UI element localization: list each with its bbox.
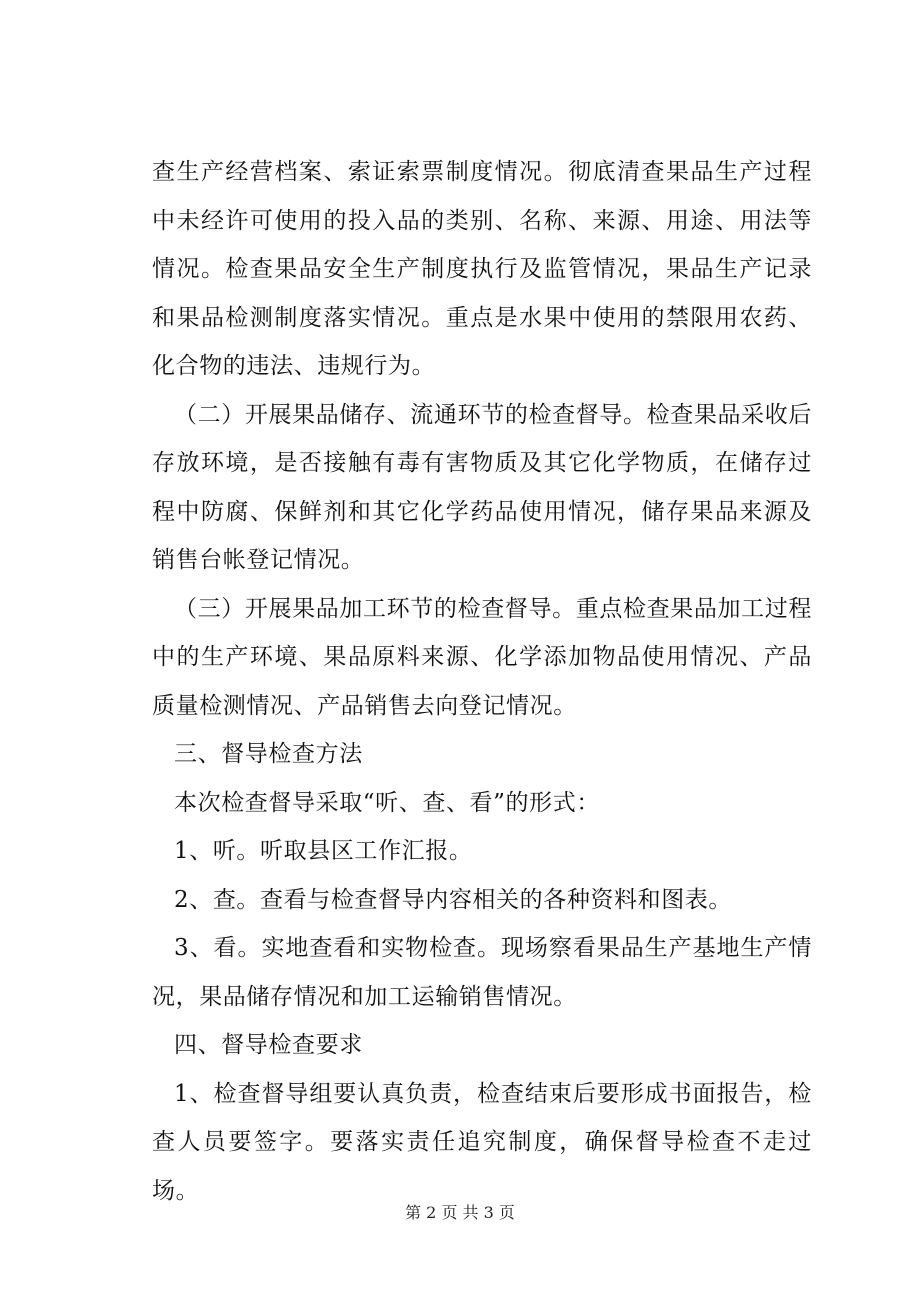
page-footer: 第 2 页 共 3 页 <box>405 1203 515 1222</box>
list-item-check: 2、查。查看与检查督导内容相关的各种资料和图表。 <box>174 886 733 913</box>
paragraph-methods-intro: 本次检查督导采取“听、查、看”的形式： <box>174 789 600 816</box>
paragraph-storage-circulation: （二）开展果品储存、流通环节的检查督导。检查果品采收后存放环境，是否接触有毒有害物质及其它化学物质，在储存过程中防腐、保鲜剂和其它化学药品使用情况，储存果品来源及销售台帐登记情况。 <box>152 401 812 573</box>
section-heading-methods: 三、督导检查方法 <box>174 741 363 767</box>
document-body <box>152 148 812 1215</box>
paragraph-processing: （三）开展果品加工环节的检查督导。重点检查果品加工过程中的生产环境、果品原料来源、化学添加物品使用情况、产品质量检测情况、产品销售去向登记情况。 <box>152 595 812 719</box>
paragraph-inspect-records: 查生产经营档案、索证索票制度情况。彻底清查果品生产过程中未经许可使用的投入品的类别、名称、来源、用途、用法等情况。检查果品安全生产制度执行及监管情况，果品生产记录和果品检测制度落实情况。重点是水果中使用的禁限用农药、化合物的违法、违规行为。 <box>152 159 812 379</box>
list-item-requirement-1: 1、检查督导组要认真负责，检查结束后要形成书面报告，检查人员要签字。要落实责任追究制度，确保督导检查不走过场。 <box>152 1080 812 1204</box>
list-item-listen: 1、听。听取县区工作汇报。 <box>174 838 473 864</box>
list-item-look: 3、看。实地查看和实物检查。现场察看果品生产基地生产情况，果品储存情况和加工运输销售情况。 <box>152 935 812 1010</box>
section-heading-requirements: 四、督导检查要求 <box>174 1032 363 1058</box>
